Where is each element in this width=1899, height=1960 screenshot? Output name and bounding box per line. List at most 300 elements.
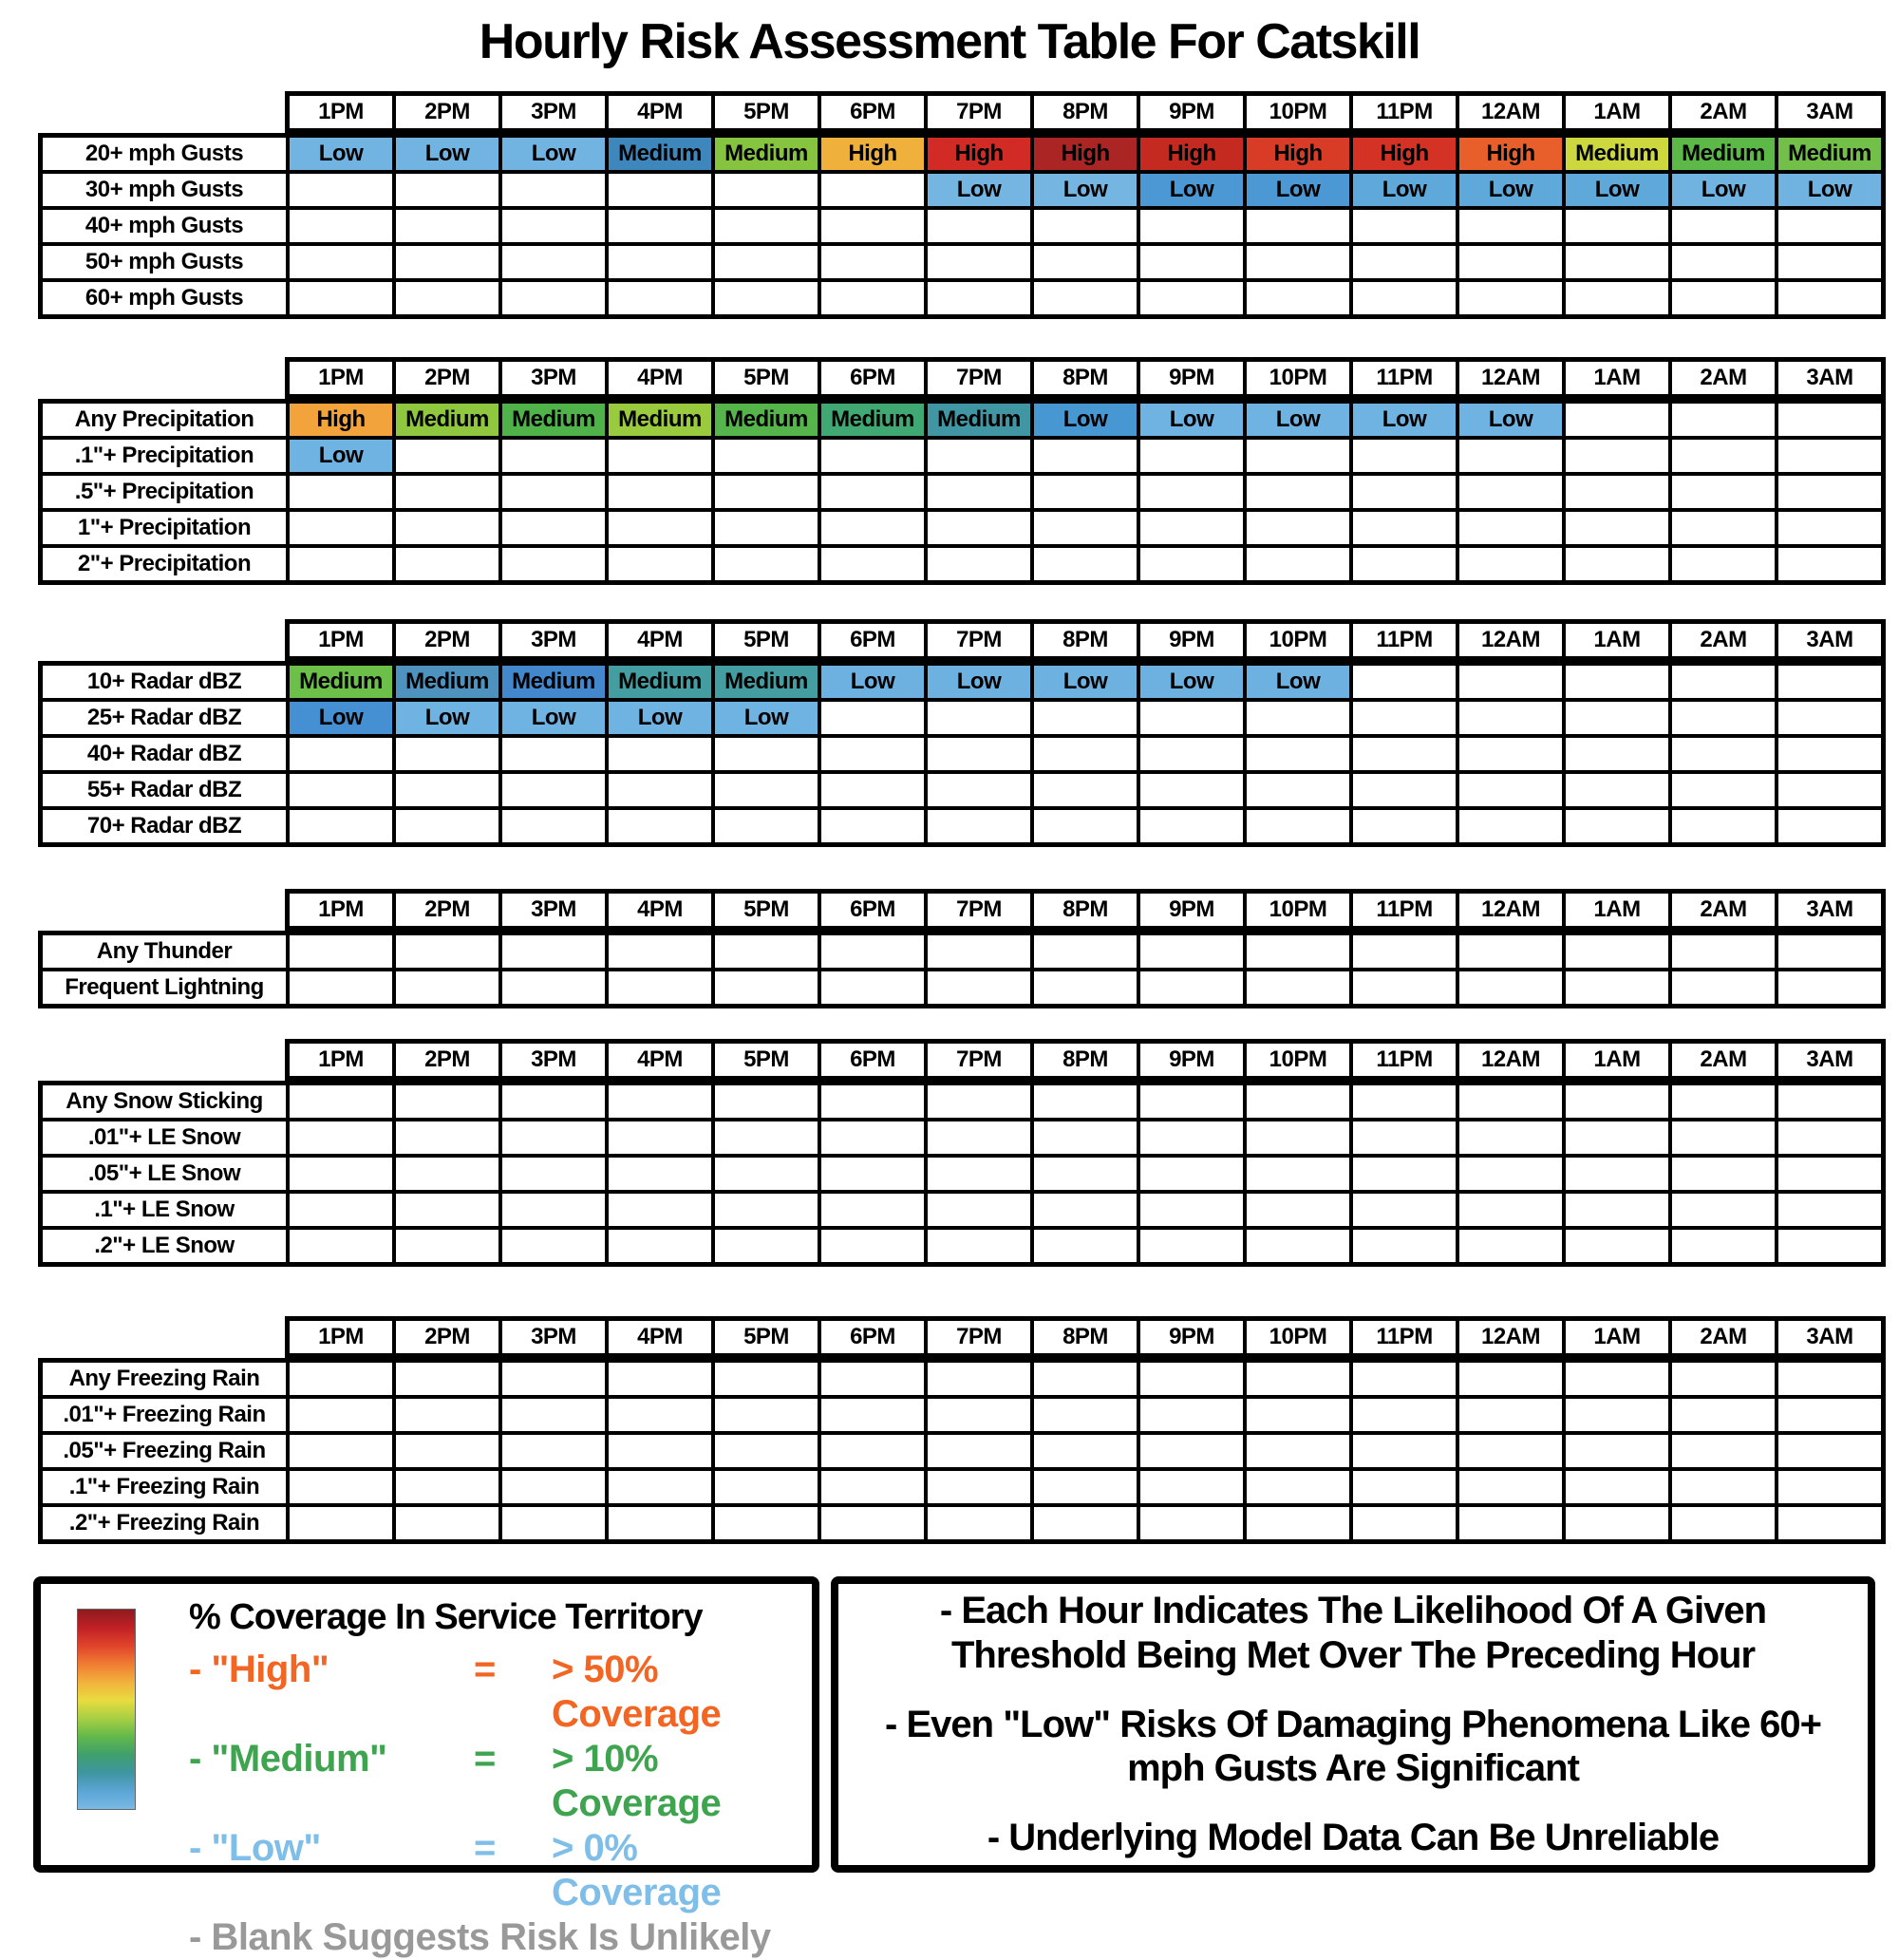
row-label: 2"+ Precipitation	[41, 546, 288, 582]
risk-cell	[607, 1156, 713, 1192]
risk-cell	[500, 772, 607, 808]
table-row	[41, 664, 1883, 700]
risk-cell	[1670, 510, 1777, 546]
risk-cell	[1245, 280, 1351, 316]
table-row	[41, 700, 1883, 736]
hour-header: 8PM	[1032, 1042, 1138, 1078]
hour-header: 8PM	[1032, 1319, 1138, 1355]
risk-cell	[1670, 474, 1777, 510]
legend-item-high	[189, 1648, 804, 1737]
row-label: Any Freezing Rain	[41, 1361, 288, 1397]
risk-cell	[713, 1361, 819, 1397]
hour-header: 9PM	[1138, 94, 1245, 130]
risk-cell	[713, 510, 819, 546]
risk-cell: Low	[500, 136, 607, 172]
risk-cell	[500, 172, 607, 208]
hour-header: 1AM	[1564, 892, 1670, 928]
table-freezing-rain	[38, 1316, 1886, 1544]
risk-cell	[713, 1156, 819, 1192]
hour-header: 6PM	[819, 1319, 926, 1355]
risk-cell	[819, 1361, 926, 1397]
row-label: Any Thunder	[41, 933, 288, 970]
risk-cell: Low	[819, 664, 926, 700]
hour-header: 4PM	[607, 892, 713, 928]
risk-cell	[1351, 1469, 1457, 1505]
risk-cell	[500, 510, 607, 546]
risk-cell	[819, 933, 926, 970]
risk-cell	[819, 736, 926, 772]
hour-header: 4PM	[607, 1319, 713, 1355]
risk-cell	[1457, 1084, 1564, 1120]
risk-cell	[1777, 208, 1883, 244]
risk-cell	[1245, 1505, 1351, 1541]
risk-cell	[1670, 933, 1777, 970]
hour-header: 11PM	[1351, 1042, 1457, 1078]
risk-cell	[713, 474, 819, 510]
risk-cell: Low	[926, 664, 1032, 700]
risk-cell	[1245, 808, 1351, 844]
hour-header: 11PM	[1351, 1319, 1457, 1355]
risk-cell	[1457, 1397, 1564, 1433]
hour-header: 3PM	[500, 622, 607, 658]
risk-cell	[713, 772, 819, 808]
risk-cell	[288, 970, 394, 1006]
hour-header: 8PM	[1032, 360, 1138, 396]
risk-cell	[1670, 736, 1777, 772]
risk-cell	[1670, 546, 1777, 582]
risk-cell	[607, 1228, 713, 1264]
risk-cell	[1777, 1361, 1883, 1397]
risk-cell	[288, 772, 394, 808]
risk-cell: Low	[607, 700, 713, 736]
hour-header: 7PM	[926, 1042, 1032, 1078]
risk-cell	[394, 1433, 500, 1469]
risk-cell	[1032, 1084, 1138, 1120]
risk-cell	[1777, 1469, 1883, 1505]
risk-cell	[1777, 1084, 1883, 1120]
risk-cell: High	[926, 136, 1032, 172]
risk-cell: Medium	[288, 664, 394, 700]
risk-cell	[1564, 1397, 1670, 1433]
risk-cell: Low	[1457, 402, 1564, 438]
hour-header: 3PM	[500, 94, 607, 130]
risk-cell	[288, 1433, 394, 1469]
risk-cell: Medium	[1670, 136, 1777, 172]
risk-cell	[1457, 510, 1564, 546]
risk-cell: Low	[1351, 402, 1457, 438]
table-row	[41, 1192, 1883, 1228]
risk-cell	[1564, 244, 1670, 280]
risk-cell	[607, 1433, 713, 1469]
risk-cell	[394, 1156, 500, 1192]
risk-cell	[1670, 1156, 1777, 1192]
risk-cell: Low	[1564, 172, 1670, 208]
risk-cell	[819, 808, 926, 844]
risk-cell	[1670, 1397, 1777, 1433]
risk-cell	[713, 1397, 819, 1433]
hour-header: 2PM	[394, 1319, 500, 1355]
hour-header: 11PM	[1351, 360, 1457, 396]
hour-header: 5PM	[713, 622, 819, 658]
risk-cell	[1457, 474, 1564, 510]
risk-cell	[1670, 970, 1777, 1006]
risk-cell: Low	[288, 136, 394, 172]
table-row	[41, 1469, 1883, 1505]
risk-cell	[1032, 1397, 1138, 1433]
table-row	[41, 438, 1883, 474]
hour-header: 4PM	[607, 360, 713, 396]
risk-cell	[1564, 474, 1670, 510]
risk-cell: Medium	[713, 664, 819, 700]
risk-cell	[288, 1469, 394, 1505]
risk-cell: High	[1245, 136, 1351, 172]
risk-cell: Low	[1670, 172, 1777, 208]
risk-cell	[607, 244, 713, 280]
hour-header: 10PM	[1245, 360, 1351, 396]
risk-cell	[1777, 1433, 1883, 1469]
row-label: .01"+ LE Snow	[41, 1120, 288, 1156]
hour-header: 8PM	[1032, 622, 1138, 658]
hour-header: 2AM	[1670, 94, 1777, 130]
risk-cell	[1032, 280, 1138, 316]
risk-cell	[1245, 933, 1351, 970]
risk-cell	[1457, 438, 1564, 474]
risk-cell	[1138, 772, 1245, 808]
risk-cell: Medium	[607, 136, 713, 172]
risk-cell	[819, 1084, 926, 1120]
hour-header: 5PM	[713, 360, 819, 396]
risk-cell	[713, 280, 819, 316]
risk-cell	[926, 1156, 1032, 1192]
risk-cell	[1564, 208, 1670, 244]
risk-cell	[288, 1120, 394, 1156]
hour-header: 7PM	[926, 94, 1032, 130]
risk-cell: Medium	[607, 664, 713, 700]
risk-cell	[713, 172, 819, 208]
risk-cell	[1457, 1156, 1564, 1192]
risk-cell: High	[1138, 136, 1245, 172]
hour-header: 4PM	[607, 1042, 713, 1078]
risk-cell	[607, 1469, 713, 1505]
hour-header: 2PM	[394, 360, 500, 396]
risk-cell	[1670, 1505, 1777, 1541]
risk-cell	[1670, 700, 1777, 736]
risk-cell	[288, 510, 394, 546]
risk-cell: Low	[1245, 172, 1351, 208]
risk-cell: Low	[713, 700, 819, 736]
row-label: 40+ mph Gusts	[41, 208, 288, 244]
hour-header: 9PM	[1138, 892, 1245, 928]
risk-cell	[1245, 1156, 1351, 1192]
risk-cell	[1032, 1120, 1138, 1156]
risk-cell	[288, 1192, 394, 1228]
risk-cell	[1670, 208, 1777, 244]
risk-cell	[1138, 1228, 1245, 1264]
risk-cell	[1670, 1228, 1777, 1264]
hour-header: 3AM	[1777, 892, 1883, 928]
risk-cell	[394, 172, 500, 208]
risk-cell	[607, 1505, 713, 1541]
risk-cell	[1457, 1120, 1564, 1156]
risk-cell	[607, 933, 713, 970]
risk-cell	[713, 438, 819, 474]
legend-high-equals: =	[474, 1649, 496, 1690]
risk-cell	[394, 208, 500, 244]
risk-cell	[500, 208, 607, 244]
risk-cell	[288, 280, 394, 316]
risk-cell: Medium	[394, 664, 500, 700]
radar-dbz-hour-header-row	[285, 619, 1886, 661]
risk-cell	[288, 1397, 394, 1433]
hour-header: 3AM	[1777, 360, 1883, 396]
row-label: .5"+ Precipitation	[41, 474, 288, 510]
table-radar-dbz	[38, 619, 1886, 847]
risk-cell	[1564, 808, 1670, 844]
risk-cell	[1245, 772, 1351, 808]
risk-cell	[1138, 244, 1245, 280]
risk-cell	[926, 1397, 1032, 1433]
risk-cell	[926, 244, 1032, 280]
hour-header: 6PM	[819, 360, 926, 396]
risk-cell	[819, 1228, 926, 1264]
risk-cell	[288, 474, 394, 510]
risk-cell: Low	[500, 700, 607, 736]
risk-cell	[1457, 244, 1564, 280]
risk-cell	[1351, 1192, 1457, 1228]
risk-cell	[1245, 970, 1351, 1006]
hour-header: 12AM	[1457, 622, 1564, 658]
risk-cell	[1032, 474, 1138, 510]
hour-header: 12AM	[1457, 892, 1564, 928]
risk-cell	[607, 970, 713, 1006]
hour-header: 12AM	[1457, 1042, 1564, 1078]
table-row	[41, 510, 1883, 546]
row-label: 30+ mph Gusts	[41, 172, 288, 208]
precipitation-body	[38, 399, 1886, 585]
risk-cell	[1245, 700, 1351, 736]
table-row	[41, 736, 1883, 772]
risk-cell	[1138, 510, 1245, 546]
risk-cell	[1564, 700, 1670, 736]
risk-cell	[394, 244, 500, 280]
legend-content	[189, 1597, 804, 1960]
risk-cell	[1777, 402, 1883, 438]
risk-cell: Medium	[713, 402, 819, 438]
hour-header: 2PM	[394, 1042, 500, 1078]
row-label: Frequent Lightning	[41, 970, 288, 1006]
risk-cell	[819, 1433, 926, 1469]
risk-cell	[1457, 736, 1564, 772]
table-row	[41, 136, 1883, 172]
risk-cell: Medium	[500, 664, 607, 700]
wind-gusts-body	[38, 133, 1886, 319]
risk-cell	[1670, 438, 1777, 474]
risk-cell: Low	[1245, 402, 1351, 438]
row-label: 55+ Radar dBZ	[41, 772, 288, 808]
risk-cell	[1457, 1469, 1564, 1505]
risk-cell	[500, 1505, 607, 1541]
row-label: 70+ Radar dBZ	[41, 808, 288, 844]
risk-cell	[1032, 700, 1138, 736]
risk-cell	[1138, 1505, 1245, 1541]
risk-cell	[394, 1397, 500, 1433]
table-row	[41, 1156, 1883, 1192]
risk-cell	[607, 208, 713, 244]
risk-cell	[1670, 808, 1777, 844]
hour-header: 1PM	[288, 622, 394, 658]
risk-cell	[1351, 280, 1457, 316]
risk-cell	[819, 438, 926, 474]
risk-cell	[1032, 1192, 1138, 1228]
risk-cell	[1564, 772, 1670, 808]
risk-cell	[819, 1120, 926, 1156]
hour-header: 1PM	[288, 1319, 394, 1355]
freezing-rain-hour-header-row	[285, 1316, 1886, 1358]
risk-cell	[394, 1084, 500, 1120]
hour-header: 12AM	[1457, 1319, 1564, 1355]
risk-cell	[1351, 208, 1457, 244]
risk-cell	[1457, 970, 1564, 1006]
risk-cell	[500, 1469, 607, 1505]
risk-cell	[819, 510, 926, 546]
coverage-gradient-bar	[77, 1609, 136, 1810]
risk-cell	[713, 933, 819, 970]
hour-header: 1PM	[288, 1042, 394, 1078]
legend-low-value: > 0% Coverage	[552, 1827, 722, 1913]
risk-cell	[1138, 1397, 1245, 1433]
risk-cell	[1032, 808, 1138, 844]
risk-cell	[394, 1505, 500, 1541]
risk-cell	[819, 244, 926, 280]
hour-header: 3AM	[1777, 1319, 1883, 1355]
hour-header: 7PM	[926, 622, 1032, 658]
risk-cell	[1670, 1192, 1777, 1228]
risk-cell	[926, 970, 1032, 1006]
risk-cell: Low	[1138, 402, 1245, 438]
risk-cell	[394, 970, 500, 1006]
table-row	[41, 244, 1883, 280]
risk-cell	[819, 1505, 926, 1541]
hour-header: 12AM	[1457, 94, 1564, 130]
risk-cell	[394, 1469, 500, 1505]
risk-cell	[288, 208, 394, 244]
risk-cell	[713, 808, 819, 844]
hour-header: 2AM	[1670, 1319, 1777, 1355]
risk-cell	[1457, 1505, 1564, 1541]
row-label: 25+ Radar dBZ	[41, 700, 288, 736]
snow-body	[38, 1081, 1886, 1267]
risk-cell	[500, 474, 607, 510]
risk-cell	[1032, 970, 1138, 1006]
risk-cell	[819, 700, 926, 736]
risk-cell	[1245, 1469, 1351, 1505]
risk-cell: Low	[926, 172, 1032, 208]
hour-header: 1AM	[1564, 622, 1670, 658]
risk-cell	[1564, 402, 1670, 438]
risk-cell	[1245, 1120, 1351, 1156]
risk-cell	[1564, 664, 1670, 700]
risk-cell	[1777, 474, 1883, 510]
risk-cell	[926, 474, 1032, 510]
hour-header: 11PM	[1351, 622, 1457, 658]
table-row	[41, 1505, 1883, 1541]
risk-cell	[713, 1228, 819, 1264]
hour-header: 1AM	[1564, 1319, 1670, 1355]
note-model-data: - Underlying Model Data Can Be Unreliable	[987, 1817, 1720, 1859]
hour-header: 3AM	[1777, 622, 1883, 658]
risk-cell	[1564, 1469, 1670, 1505]
risk-cell	[1351, 1505, 1457, 1541]
risk-cell	[713, 546, 819, 582]
risk-cell	[500, 1433, 607, 1469]
risk-cell	[1670, 772, 1777, 808]
risk-cell: Medium	[713, 136, 819, 172]
risk-cell	[500, 1192, 607, 1228]
hour-header: 1PM	[288, 892, 394, 928]
risk-cell	[1777, 736, 1883, 772]
hour-header: 10PM	[1245, 1042, 1351, 1078]
hour-header: 11PM	[1351, 892, 1457, 928]
risk-cell	[819, 208, 926, 244]
risk-cell	[1138, 1469, 1245, 1505]
risk-cell	[1138, 1156, 1245, 1192]
risk-cell	[1670, 664, 1777, 700]
risk-cell: High	[288, 402, 394, 438]
risk-cell	[500, 736, 607, 772]
hour-header: 10PM	[1245, 892, 1351, 928]
risk-cell	[1032, 1469, 1138, 1505]
risk-cell	[1670, 1469, 1777, 1505]
risk-cell	[1777, 700, 1883, 736]
risk-cell	[1670, 402, 1777, 438]
risk-cell	[1564, 1433, 1670, 1469]
risk-cell	[288, 808, 394, 844]
legend-blank-note: - Blank Suggests Risk Is Unlikely	[189, 1916, 771, 1958]
risk-cell: Low	[288, 438, 394, 474]
risk-cell	[1351, 1120, 1457, 1156]
risk-cell	[607, 736, 713, 772]
risk-cell	[1564, 510, 1670, 546]
risk-cell	[926, 546, 1032, 582]
risk-cell	[1138, 1192, 1245, 1228]
risk-cell	[1777, 438, 1883, 474]
hour-header: 7PM	[926, 892, 1032, 928]
risk-cell	[1670, 244, 1777, 280]
risk-cell	[500, 808, 607, 844]
risk-cell	[926, 280, 1032, 316]
snow-hour-header-row	[285, 1039, 1886, 1081]
risk-cell	[713, 1084, 819, 1120]
risk-cell	[1351, 933, 1457, 970]
risk-cell	[1351, 1084, 1457, 1120]
risk-cell	[607, 438, 713, 474]
risk-cell: Medium	[926, 402, 1032, 438]
risk-cell	[713, 1433, 819, 1469]
risk-cell	[1351, 736, 1457, 772]
risk-cell	[819, 1156, 926, 1192]
risk-cell	[926, 1228, 1032, 1264]
risk-cell	[394, 1228, 500, 1264]
risk-cell	[500, 1156, 607, 1192]
risk-cell: Medium	[819, 402, 926, 438]
risk-cell	[1670, 1084, 1777, 1120]
hour-header: 6PM	[819, 622, 926, 658]
risk-cell	[819, 1397, 926, 1433]
risk-cell: High	[819, 136, 926, 172]
radar-dbz-body	[38, 661, 1886, 847]
risk-cell	[819, 474, 926, 510]
risk-cell	[1245, 736, 1351, 772]
